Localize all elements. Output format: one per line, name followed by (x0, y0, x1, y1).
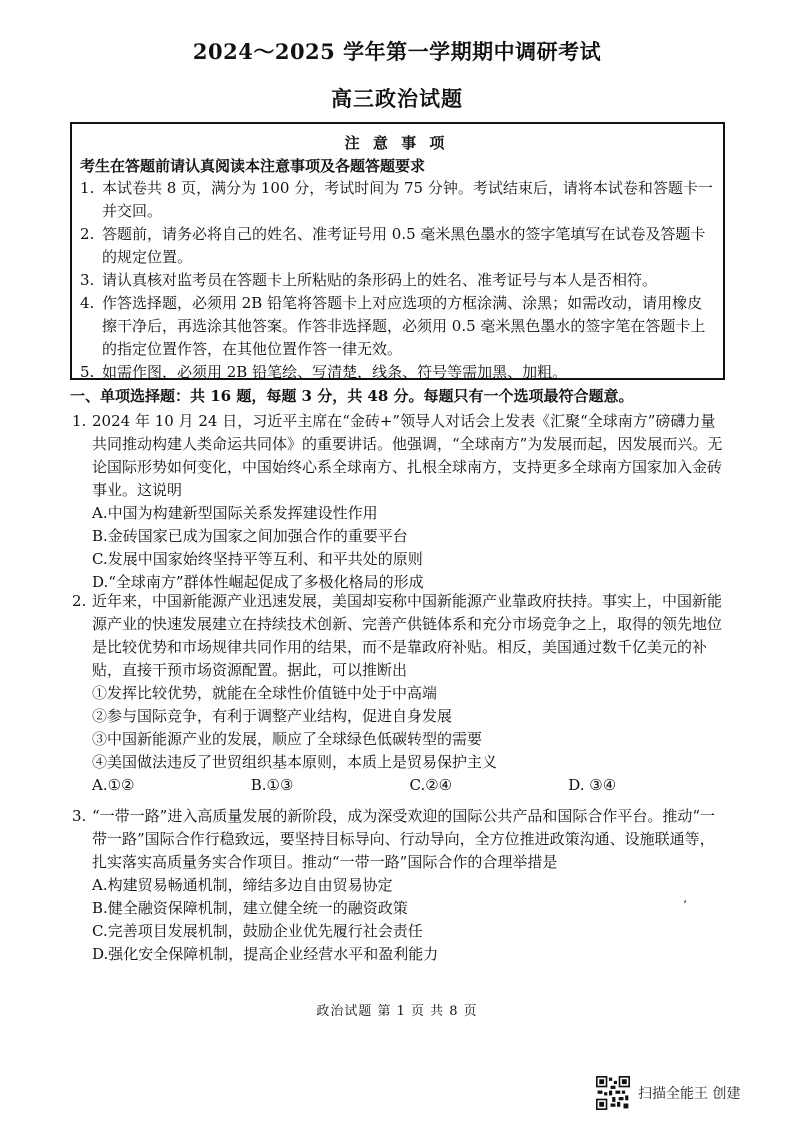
option-a: A.①② (92, 776, 135, 794)
notice-item-text: 请认真核对监考员在答题卡上所粘贴的条形码上的姓名、准考证号与本人是否相符。 (102, 271, 658, 289)
notice-title: 注 意 事 项 (344, 134, 449, 152)
notice-box (70, 122, 725, 380)
option-a: A.构建贸易畅通机制，缔结多边自由贸易协定 (92, 876, 393, 894)
notice-item-number: 2. (80, 225, 95, 243)
notice-item-text: 如需作图，必须用 2B 铅笔绘、写清楚，线条、符号等需加黑、加粗。 (102, 363, 568, 381)
notice-item (80, 292, 713, 361)
question-1 (72, 410, 727, 594)
statement-4: ④美国做法违反了世贸组织基本原则，本质上是贸易保护主义 (92, 753, 498, 771)
scan-mark: ‘ (683, 898, 687, 912)
option-d: D. ③④ (568, 776, 617, 794)
question-text: 近年来，中国新能源产业迅速发展，美国却妄称中国新能源产业靠政府扶持。事实上，中国新能源产业的快速发展建立在持续技术创新、完善产供链体系和充分市场竞争之上，取得的领先地位是比较优势和市场规律共同作用的结果，而不是靠政府补贴。相反，美国通过数千亿美元的补贴，直接干预市场资源配置。据此，可以推断出 (92, 592, 723, 679)
notice-item (80, 223, 713, 269)
section-heading: 一、单项选择题：共 16 题，每题 3 分，共 48 分。每题只有一个选项最符合题意。 (70, 387, 634, 405)
notice-intro: 考生在答题前请认真阅读本注意事项及各题答题要求 (80, 157, 426, 175)
question-stem (72, 590, 727, 682)
notice-item-number: 5. (80, 363, 95, 381)
notice-item (80, 269, 713, 292)
notice-item (80, 177, 713, 223)
question-3 (72, 805, 727, 966)
notice-item-number: 4. (80, 294, 95, 312)
question-number: 2. (72, 592, 87, 610)
option-b: B.健全融资保障机制，建立健全统一的融资政策 (92, 899, 408, 917)
notice-item-text: 本试卷共 8 页，满分为 100 分，考试时间为 75 分钟。考试结束后，请将本试卷和答题卡一并交回。 (102, 179, 713, 220)
option-a: A.中国为构建新型国际关系发挥建设性作用 (92, 504, 378, 522)
option-d: D.“全球南方”群体性崛起促成了多极化格局的形成 (92, 573, 424, 591)
qr-code-icon (596, 1076, 630, 1110)
watermark-text: 扫描全能王 创建 (638, 1086, 741, 1102)
question-2 (72, 590, 727, 797)
option-c: C.发展中国家始终坚持平等互利、和平共处的原则 (92, 550, 423, 568)
notice-item-number: 1. (80, 179, 95, 197)
statement-3: ③中国新能源产业的发展，顺应了全球绿色低碳转型的需要 (92, 730, 483, 748)
notice-item-number: 3. (80, 271, 95, 289)
question-stem (72, 805, 727, 874)
exam-subtitle: 高三政治试题 (331, 86, 463, 111)
exam-title: 2024～2025 学年第一学期期中调研考试 (192, 39, 602, 64)
question-number: 1. (72, 412, 87, 430)
options-row (72, 774, 727, 797)
scanner-watermark (596, 1075, 740, 1111)
option-c: C.完善项目发展机制，鼓励企业优先履行社会责任 (92, 922, 423, 940)
option-b: B.①③ (250, 776, 294, 794)
option-d: D.强化安全保障机制，提高企业经营水平和盈利能力 (92, 945, 439, 963)
option-b: B.金砖国家已成为国家之间加强合作的重要平台 (92, 527, 408, 545)
page-footer: 政治试题 第 1 页 共 8 页 (316, 1004, 478, 1019)
question-text: 2024 年 10 月 24 日，习近平主席在“金砖+”领导人对话会上发表《汇聚“全球南方”磅礴力量 共同推动构建人类命运共同体》的重要讲话。他强调，“全球南方”为发展而起，因发展而兴。无论国际形势如何变化，中国始终心系全球南方、扎根全球南方，支持更多全球南方国家加入金砖事业。这说明 (92, 412, 723, 499)
notice-item-text: 作答选择题，必须用 2B 铅笔将答题卡上对应选项的方框涂满、涂黑；如需改动，请用橡皮擦干净后，再选涂其他答案。作答非选择题，必须用 0.5 毫米黑色墨水的签字笔在答题卡上的指定位置作答，在其他位置作答一律无效。 (102, 294, 706, 358)
notice-item (80, 361, 713, 384)
question-stem (72, 410, 727, 502)
notice-item-text: 答题前，请务必将自己的姓名、准考证号用 0.5 毫米黑色墨水的签字笔填写在试卷及答题卡的规定位置。 (102, 225, 706, 266)
question-text: “一带一路”进入高质量发展的新阶段，成为深受欢迎的国际公共产品和国际合作平台。推动“一带一路”国际合作行稳致远，要坚持目标导向、行动导向，全方位推进政策沟通、设施联通等，扎实落实高质量务实合作项目。推动“一带一路”国际合作的合理举措是 (92, 807, 716, 871)
question-number: 3. (72, 807, 87, 825)
statement-1: ①发挥比较优势，就能在全球性价值链中处于中高端 (92, 684, 438, 702)
option-c: C.②④ (409, 776, 453, 794)
statement-2: ②参与国际竞争，有利于调整产业结构，促进自身发展 (92, 707, 453, 725)
